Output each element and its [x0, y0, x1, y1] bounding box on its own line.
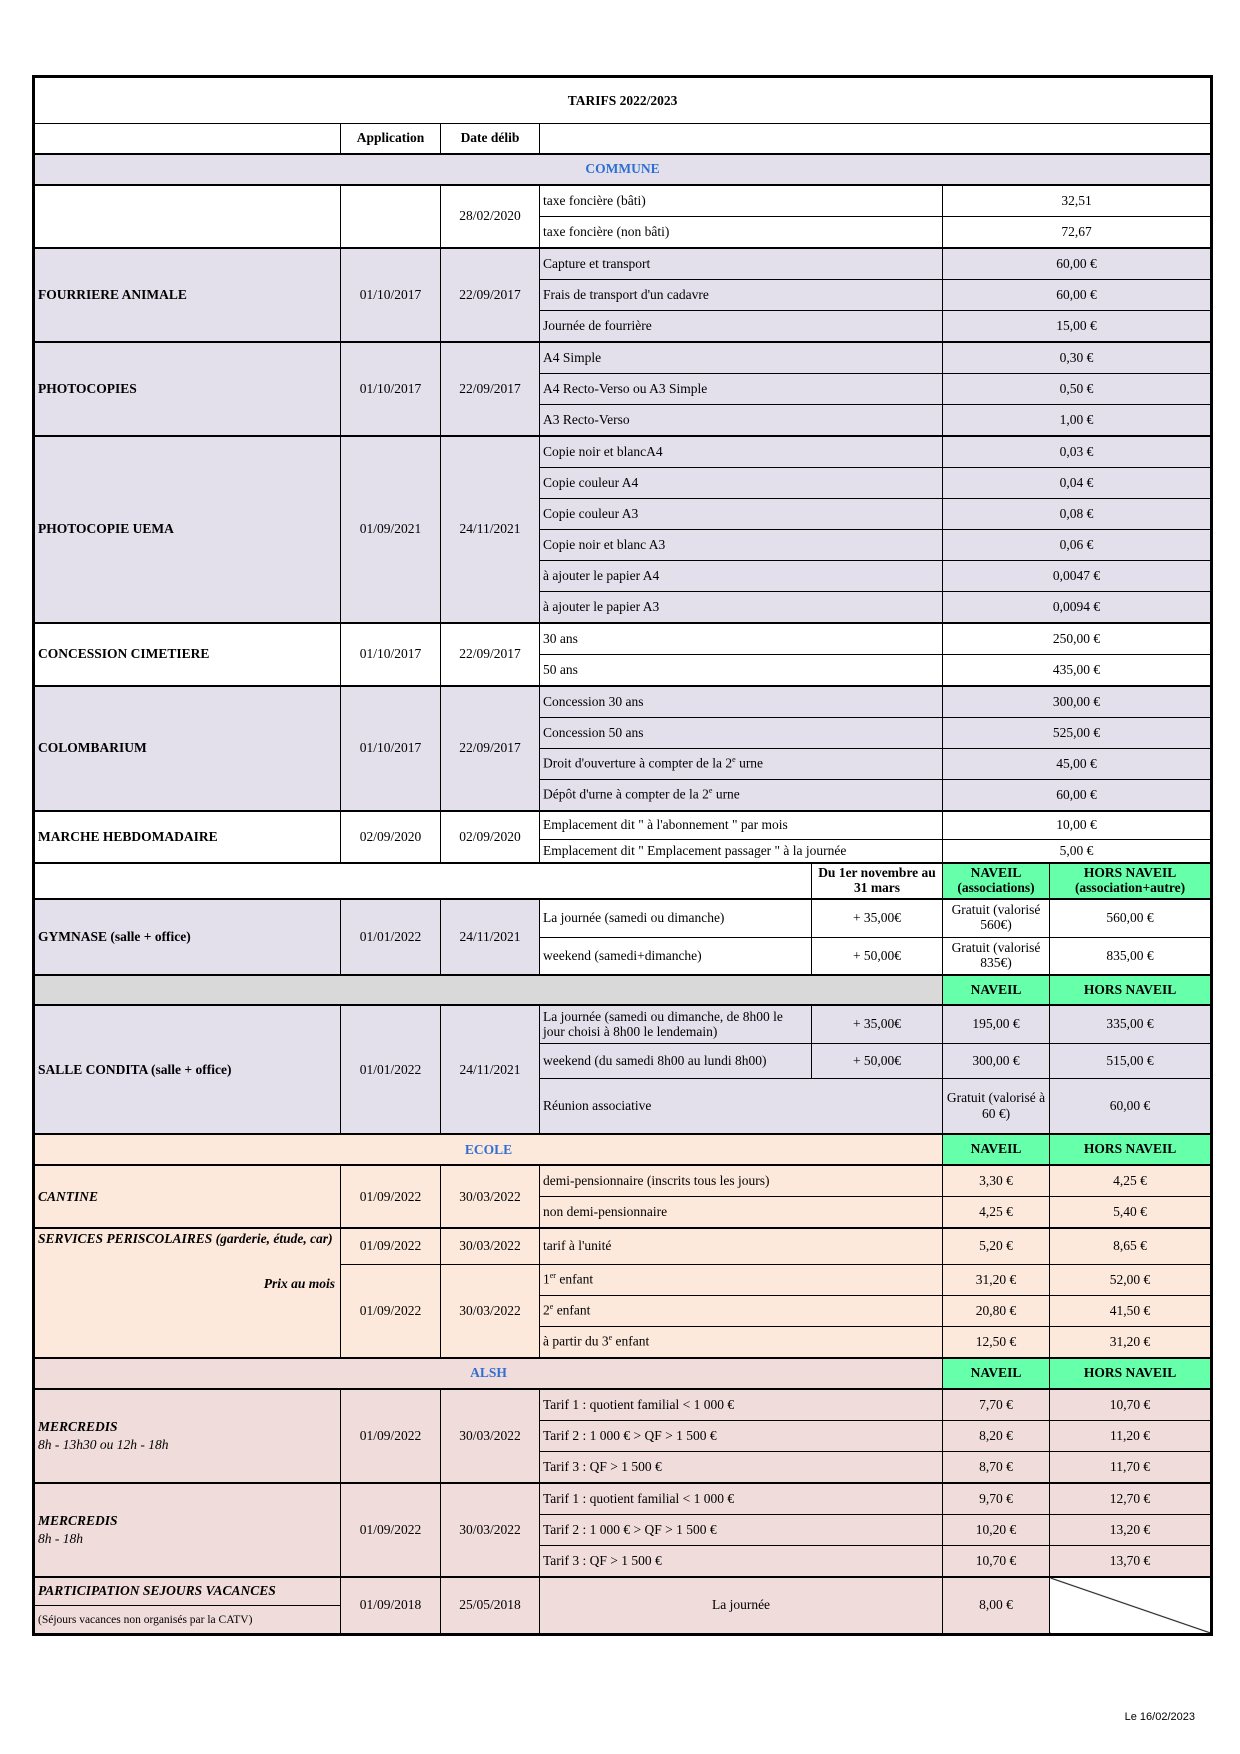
- colombarium-delib: 22/09/2017: [441, 686, 540, 811]
- uema-price: 0,0047 €: [943, 560, 1212, 591]
- cantine-naveil: 3,30 €: [943, 1165, 1050, 1197]
- colombarium-item: [540, 748, 943, 779]
- header-blank: [34, 124, 341, 154]
- photocopies-item: A3 Recto-Verso: [540, 404, 943, 436]
- mercredis1-item: Tarif 1 : quotient familial < 1 000 €: [540, 1389, 943, 1421]
- fourriere-item: Capture et transport: [540, 248, 943, 280]
- uema-delib: 24/11/2021: [441, 436, 540, 623]
- cimetiere-item: 50 ans: [540, 654, 943, 686]
- fourriere-item: Journée de fourrière: [540, 310, 943, 342]
- tax-value: 32,51: [943, 185, 1212, 217]
- gymnase-name: GYMNASE (salle + office): [34, 899, 341, 975]
- uema-item: à ajouter le papier A3: [540, 591, 943, 623]
- peri-name-cell: [34, 1228, 341, 1358]
- uema-item: Copie couleur A4: [540, 467, 943, 498]
- mercredis1-item: Tarif 2 : 1 000 € > QF > 1 500 €: [540, 1420, 943, 1451]
- gymnase-hors: 560,00 €: [1050, 899, 1212, 937]
- condita-header-naveil: NAVEIL: [943, 975, 1050, 1005]
- cantine-item: demi-pensionnaire (inscrits tous les jours): [540, 1165, 943, 1197]
- peri-naveil: 5,20 €: [943, 1228, 1050, 1264]
- colombarium-price: 525,00 €: [943, 717, 1212, 748]
- section-ecole: ECOLE: [34, 1134, 943, 1165]
- condita-naveil: Gratuit (valorisé à 60 €): [943, 1078, 1050, 1134]
- peri-hors: 8,65 €: [1050, 1228, 1212, 1264]
- mercredis1-delib: 30/03/2022: [441, 1389, 540, 1483]
- mercredis1-hours: 8h - 13h30 ou 12h - 18h: [38, 1436, 169, 1452]
- colombarium-item: [540, 779, 943, 811]
- colombarium-price: 300,00 €: [943, 686, 1212, 718]
- gymnase-item: La journée (samedi ou dimanche): [540, 899, 812, 937]
- cantine-item: non demi-pensionnaire: [540, 1197, 943, 1229]
- peri-delib: 30/03/2022: [441, 1228, 540, 1264]
- ordinal-sup: er: [549, 1271, 556, 1281]
- sejours-name: PARTICIPATION SEJOURS VACANCES: [34, 1577, 341, 1606]
- cimetiere-price: 250,00 €: [943, 623, 1212, 655]
- cimetiere-app: 01/10/2017: [341, 623, 441, 686]
- photocopies-app: 01/10/2017: [341, 342, 441, 436]
- mercredis2-delib: 30/03/2022: [441, 1483, 540, 1577]
- ordinal-sup: e: [549, 1302, 554, 1312]
- gymnase-naveil: Gratuit (valorisé 835€): [943, 937, 1050, 975]
- ecole-header-hors: HORS NAVEIL: [1050, 1134, 1212, 1165]
- uema-price: 0,04 €: [943, 467, 1212, 498]
- gymnase-app: 01/01/2022: [341, 899, 441, 975]
- photocopies-name: PHOTOCOPIES: [34, 342, 341, 436]
- photocopies-price: 1,00 €: [943, 404, 1212, 436]
- cantine-name: CANTINE: [34, 1165, 341, 1228]
- marche-price: 5,00 €: [943, 839, 1212, 863]
- sejours-naveil: 8,00 €: [943, 1577, 1050, 1635]
- fourriere-price: 60,00 €: [943, 248, 1212, 280]
- tax-value: 72,67: [943, 216, 1212, 248]
- cantine-hors: 5,40 €: [1050, 1197, 1212, 1229]
- item-text: 1: [543, 1271, 550, 1287]
- ordinal-sup: e: [608, 1333, 613, 1343]
- header-application: Application: [341, 124, 441, 154]
- uema-name: PHOTOCOPIE UEMA: [34, 436, 341, 623]
- colombarium-item: Concession 50 ans: [540, 717, 943, 748]
- peri-item: tarif à l'unité: [540, 1228, 943, 1264]
- item-text: Droit d'ouverture à compter de la 2: [543, 755, 733, 771]
- gym-header-blank: [34, 863, 812, 899]
- gymnase-hors: 835,00 €: [1050, 937, 1212, 975]
- tax-label: taxe foncière (bâti): [540, 185, 943, 217]
- uema-price: 0,06 €: [943, 529, 1212, 560]
- peri-month-label: Prix au mois: [263, 1276, 335, 1292]
- condita-hors: 515,00 €: [1050, 1043, 1212, 1078]
- uema-item: Copie noir et blancA4: [540, 436, 943, 468]
- cantine-hors: 4,25 €: [1050, 1165, 1212, 1197]
- mercredis2-hors: 13,70 €: [1050, 1545, 1212, 1577]
- colombarium-price: 60,00 €: [943, 779, 1212, 811]
- condita-winter: + 50,00€: [812, 1043, 943, 1078]
- item-text: à partir du 3: [543, 1333, 609, 1349]
- alsh-header-naveil: NAVEIL: [943, 1358, 1050, 1389]
- condita-hors: 60,00 €: [1050, 1078, 1212, 1134]
- cimetiere-item: 30 ans: [540, 623, 943, 655]
- condita-app: 01/01/2022: [341, 1005, 441, 1134]
- condita-item: La journée (samedi ou dimanche, de 8h00 le jour choisi à 8h00 le lendemain): [540, 1005, 812, 1043]
- gymnase-item: weekend (samedi+dimanche): [540, 937, 812, 975]
- marche-name: MARCHE HEBDOMADAIRE: [34, 811, 341, 864]
- mercredis2-naveil: 10,70 €: [943, 1545, 1050, 1577]
- fourriere-price: 15,00 €: [943, 310, 1212, 342]
- uema-price: 0,0094 €: [943, 591, 1212, 623]
- sejours-note: (Séjours vacances non organisés par la CATV): [34, 1606, 341, 1635]
- peri-app: 01/09/2022: [341, 1228, 441, 1264]
- peri-naveil: 20,80 €: [943, 1295, 1050, 1326]
- gym-header-hors: HORS NAVEIL (association+autre): [1050, 863, 1212, 899]
- page-title: TARIFS 2022/2023: [34, 77, 1212, 124]
- cantine-app: 01/09/2022: [341, 1165, 441, 1228]
- condita-naveil: 300,00 €: [943, 1043, 1050, 1078]
- photocopies-item: A4 Recto-Verso ou A3 Simple: [540, 373, 943, 404]
- fourriere-app: 01/10/2017: [341, 248, 441, 342]
- photocopies-price: 0,30 €: [943, 342, 1212, 374]
- mercredis2-item: Tarif 2 : 1 000 € > QF > 1 500 €: [540, 1514, 943, 1545]
- peri-month-app: 01/09/2022: [341, 1264, 441, 1358]
- uema-item: à ajouter le papier A4: [540, 560, 943, 591]
- uema-price: 0,03 €: [943, 436, 1212, 468]
- cantine-delib: 30/03/2022: [441, 1165, 540, 1228]
- item-text: urne: [712, 786, 740, 802]
- mercredis2-hours: 8h - 18h: [38, 1530, 83, 1546]
- sejours-item: La journée: [540, 1577, 943, 1635]
- condita-header-blank: [34, 975, 943, 1005]
- cimetiere-name: CONCESSION CIMETIERE: [34, 623, 341, 686]
- uema-item: Copie noir et blanc A3: [540, 529, 943, 560]
- sejours-hors-crossed: [1050, 1577, 1212, 1635]
- condita-header-hors: HORS NAVEIL: [1050, 975, 1212, 1005]
- condita-name: SALLE CONDITA (salle + office): [34, 1005, 341, 1134]
- peri-item: [540, 1295, 943, 1326]
- mercredis2-item: Tarif 3 : QF > 1 500 €: [540, 1545, 943, 1577]
- mercredis1-hors: 10,70 €: [1050, 1389, 1212, 1421]
- mercredis1-name: MERCREDIS: [38, 1418, 118, 1434]
- mercredis2-naveil: 10,20 €: [943, 1514, 1050, 1545]
- peri-hors: 41,50 €: [1050, 1295, 1212, 1326]
- mercredis1-name-cell: [34, 1389, 341, 1483]
- ordinal-sup: e: [732, 755, 736, 765]
- condita-naveil: 195,00 €: [943, 1005, 1050, 1043]
- condita-hors: 335,00 €: [1050, 1005, 1212, 1043]
- mercredis2-app: 01/09/2022: [341, 1483, 441, 1577]
- marche-price: 10,00 €: [943, 811, 1212, 840]
- item-text: 2: [543, 1302, 550, 1318]
- section-commune: COMMUNE: [34, 154, 1212, 185]
- taxes-name: [34, 185, 341, 248]
- marche-app: 02/09/2020: [341, 811, 441, 864]
- mercredis1-hors: 11,20 €: [1050, 1420, 1212, 1451]
- photocopies-price: 0,50 €: [943, 373, 1212, 404]
- gym-header-winter: Du 1er novembre au 31 mars: [812, 863, 943, 899]
- gymnase-winter: + 50,00€: [812, 937, 943, 975]
- peri-naveil: 12,50 €: [943, 1326, 1050, 1358]
- colombarium-price: 45,00 €: [943, 748, 1212, 779]
- condita-item: weekend (du samedi 8h00 au lundi 8h00): [540, 1043, 812, 1078]
- mercredis1-naveil: 8,20 €: [943, 1420, 1050, 1451]
- cantine-naveil: 4,25 €: [943, 1197, 1050, 1229]
- peri-item: [540, 1264, 943, 1295]
- ecole-header-naveil: NAVEIL: [943, 1134, 1050, 1165]
- colombarium-item: Concession 30 ans: [540, 686, 943, 718]
- taxes-app: [341, 185, 441, 248]
- fourriere-name: FOURRIERE ANIMALE: [34, 248, 341, 342]
- cimetiere-price: 435,00 €: [943, 654, 1212, 686]
- peri-month-delib: 30/03/2022: [441, 1264, 540, 1358]
- photocopies-delib: 22/09/2017: [441, 342, 540, 436]
- marche-item: Emplacement dit " Emplacement passager " à la journée: [540, 839, 943, 863]
- fourriere-price: 60,00 €: [943, 279, 1212, 310]
- uema-app: 01/09/2021: [341, 436, 441, 623]
- marche-item: Emplacement dit " à l'abonnement " par mois: [540, 811, 943, 840]
- marche-delib: 02/09/2020: [441, 811, 540, 864]
- mercredis1-item: Tarif 3 : QF > 1 500 €: [540, 1451, 943, 1483]
- peri-naveil: 31,20 €: [943, 1264, 1050, 1295]
- mercredis1-naveil: 7,70 €: [943, 1389, 1050, 1421]
- mercredis2-naveil: 9,70 €: [943, 1483, 1050, 1515]
- tax-label: taxe foncière (non bâti): [540, 216, 943, 248]
- item-text: enfant: [612, 1333, 650, 1349]
- condita-delib: 24/11/2021: [441, 1005, 540, 1134]
- uema-price: 0,08 €: [943, 498, 1212, 529]
- fourriere-delib: 22/09/2017: [441, 248, 540, 342]
- fourriere-item: Frais de transport d'un cadavre: [540, 279, 943, 310]
- gym-header-naveil: NAVEIL (associations): [943, 863, 1050, 899]
- condita-winter: + 35,00€: [812, 1005, 943, 1043]
- peri-item: [540, 1326, 943, 1358]
- sejours-app: 01/09/2018: [341, 1577, 441, 1635]
- footer-date: Le 16/02/2023: [1124, 1711, 1195, 1723]
- item-text: enfant: [553, 1302, 591, 1318]
- mercredis2-hors: 12,70 €: [1050, 1483, 1212, 1515]
- colombarium-name: COLOMBARIUM: [34, 686, 341, 811]
- tarifs-table: [32, 75, 1213, 1636]
- section-alsh: ALSH: [34, 1358, 943, 1389]
- alsh-header-hors: HORS NAVEIL: [1050, 1358, 1212, 1389]
- item-text: enfant: [555, 1271, 594, 1287]
- sejours-delib: 25/05/2018: [441, 1577, 540, 1635]
- gymnase-naveil: Gratuit (valorisé 560€): [943, 899, 1050, 937]
- colombarium-app: 01/10/2017: [341, 686, 441, 811]
- mercredis1-naveil: 8,70 €: [943, 1451, 1050, 1483]
- mercredis2-name-cell: [34, 1483, 341, 1577]
- gymnase-winter: + 35,00€: [812, 899, 943, 937]
- taxes-delib: 28/02/2020: [441, 185, 540, 248]
- photocopies-item: A4 Simple: [540, 342, 943, 374]
- peri-name: SERVICES PERISCOLAIRES (garderie, étude, car): [38, 1231, 333, 1246]
- condita-item: Réunion associative: [540, 1078, 943, 1134]
- peri-hors: 31,20 €: [1050, 1326, 1212, 1358]
- item-text: Dépôt d'urne à compter de la 2: [543, 786, 709, 802]
- header-blank-right: [540, 124, 1212, 154]
- mercredis2-name: MERCREDIS: [38, 1512, 118, 1528]
- mercredis2-item: Tarif 1 : quotient familial < 1 000 €: [540, 1483, 943, 1515]
- cimetiere-delib: 22/09/2017: [441, 623, 540, 686]
- gymnase-delib: 24/11/2021: [441, 899, 540, 975]
- peri-hors: 52,00 €: [1050, 1264, 1212, 1295]
- item-text: urne: [735, 755, 764, 771]
- mercredis1-hors: 11,70 €: [1050, 1451, 1212, 1483]
- header-date-delib: Date délib: [441, 124, 540, 154]
- mercredis2-hors: 13,20 €: [1050, 1514, 1212, 1545]
- uema-item: Copie couleur A3: [540, 498, 943, 529]
- ordinal-sup: e: [708, 786, 713, 796]
- mercredis1-app: 01/09/2022: [341, 1389, 441, 1483]
